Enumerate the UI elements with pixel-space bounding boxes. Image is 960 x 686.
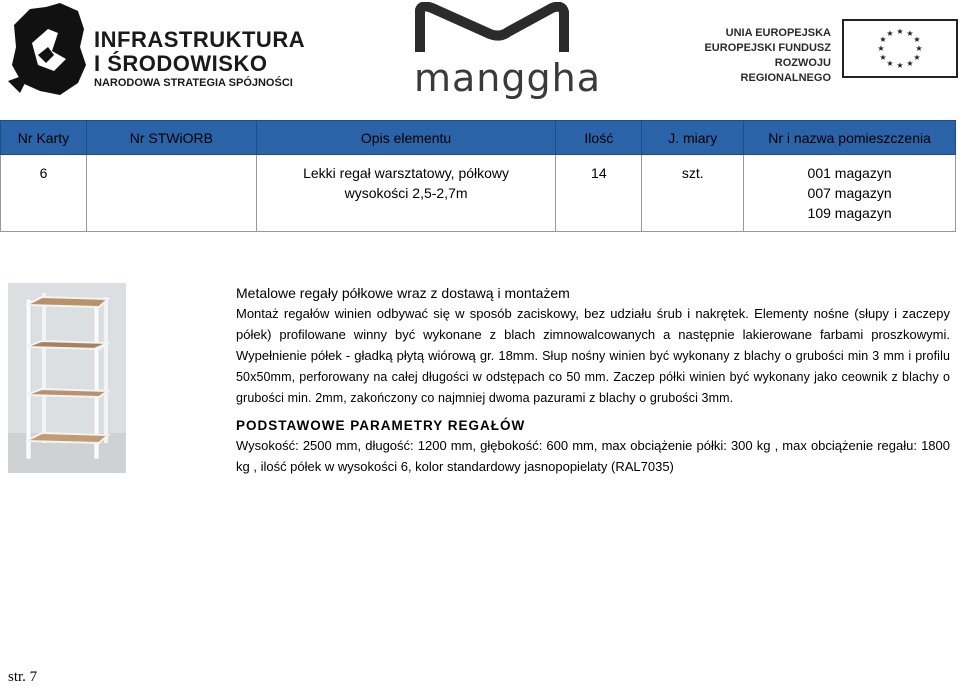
params-text: Wysokość: 2500 mm, długość: 1200 mm, głębokość: 600 mm, max obciążenie półki: 300 kg , max obciążenie regału: 1800 kg , ilość półek w wysokości 6, kolor standardowy jasnopopielaty (RAL7035) bbox=[236, 438, 950, 474]
svg-text:★: ★ bbox=[906, 59, 914, 68]
description-para2: Słup nośny winien być wykonany z blachy o grubości min 3 mm i profilu 50x50mm, perforowany na całej długości w odstępach co 50 mm. Zaczep półki winien być wykonany jako ceownik z blachy o grubości min. 2mm, zakończony co najmniej dwoma pazurami z blachy o grubości 3mm. bbox=[236, 349, 950, 405]
svg-text:★: ★ bbox=[896, 27, 904, 36]
opis-line1: Lekki regał warsztatowy, półkowy bbox=[303, 165, 510, 181]
logo-left-line3: NARODOWA STRATEGIA SPÓJNOŚCI bbox=[94, 77, 293, 89]
opis-line2: wysokości 2,5-2,7m bbox=[344, 185, 468, 201]
metal-shelf-image bbox=[8, 283, 126, 473]
eu-logo bbox=[686, 16, 956, 84]
description-paragraph bbox=[236, 303, 950, 408]
logo-left-line2: I ŚRODOWISKO bbox=[94, 51, 268, 76]
room-item: 001 magazyn bbox=[807, 165, 892, 181]
infrastruktura-logo bbox=[8, 3, 308, 98]
page-number: str. 7 bbox=[8, 669, 38, 685]
cell-j-miary: szt. bbox=[642, 155, 744, 232]
header-pomieszczenie: Nr i nazwa pomieszczenia bbox=[744, 121, 956, 155]
svg-text:★: ★ bbox=[896, 61, 904, 70]
cell-opis bbox=[256, 155, 556, 232]
svg-text:★: ★ bbox=[877, 44, 885, 53]
header-opis: Opis elementu bbox=[256, 121, 556, 155]
room-item: 007 magazyn bbox=[807, 185, 892, 201]
header-nr-stwiorb: Nr STWiORB bbox=[86, 121, 256, 155]
svg-text:★: ★ bbox=[886, 29, 894, 38]
table-row bbox=[1, 155, 956, 232]
manggha-wave-icon bbox=[412, 2, 572, 62]
cell-nr-stwiorb bbox=[86, 155, 256, 232]
eu-line2: EUROPEJSKI FUNDUSZ bbox=[704, 42, 831, 54]
svg-text:★: ★ bbox=[879, 53, 887, 62]
description-headline: Metalowe regały półkowe wraz z dostawą i montażem bbox=[236, 285, 570, 301]
manggha-logo bbox=[412, 2, 601, 100]
shelf-photo bbox=[8, 283, 126, 473]
cell-ilosc: 14 bbox=[556, 155, 642, 232]
svg-text:★: ★ bbox=[913, 53, 921, 62]
svg-text:★: ★ bbox=[915, 44, 923, 53]
svg-text:★: ★ bbox=[906, 29, 914, 38]
header-nr-karty: Nr Karty bbox=[1, 121, 87, 155]
params-heading: PODSTAWOWE PARAMETRY REGAŁÓW bbox=[236, 418, 526, 433]
room-item: 109 magazyn bbox=[807, 205, 892, 221]
cell-nr-karty: 6 bbox=[1, 155, 87, 232]
description-para1: Montaż regałów winien odbywać się w sposób zaciskowy, bez udziału śrub i nakrętek. Elementy nośne (słupy i zaczepy półek) profilowane winny być wykonane z blach zimnowalcowanych a następnie lakierowane farbami proszkowymi. Wypełnienie półek - gładką płytą wiórową gr. 18mm. bbox=[236, 306, 950, 363]
svg-text:★: ★ bbox=[879, 35, 887, 44]
eu-flag-icon bbox=[842, 19, 958, 78]
svg-text:★: ★ bbox=[886, 59, 894, 68]
header-ilosc: Ilość bbox=[556, 121, 642, 155]
eu-line3: ROZWOJU REGIONALNEGO bbox=[740, 57, 831, 84]
eu-line1: UNIA EUROPEJSKA bbox=[725, 27, 831, 39]
logo-left-line1: INFRASTRUKTURA bbox=[94, 27, 306, 52]
cell-pomieszczenia bbox=[744, 155, 956, 232]
header-j-miary: J. miary bbox=[642, 121, 744, 155]
poland-map-icon bbox=[8, 3, 88, 98]
manggha-wordmark: manggha bbox=[414, 56, 601, 100]
table-header-row bbox=[1, 121, 956, 155]
element-table bbox=[0, 120, 956, 232]
svg-text:★: ★ bbox=[913, 35, 921, 44]
description-section bbox=[236, 284, 950, 477]
logo-header bbox=[0, 0, 960, 108]
